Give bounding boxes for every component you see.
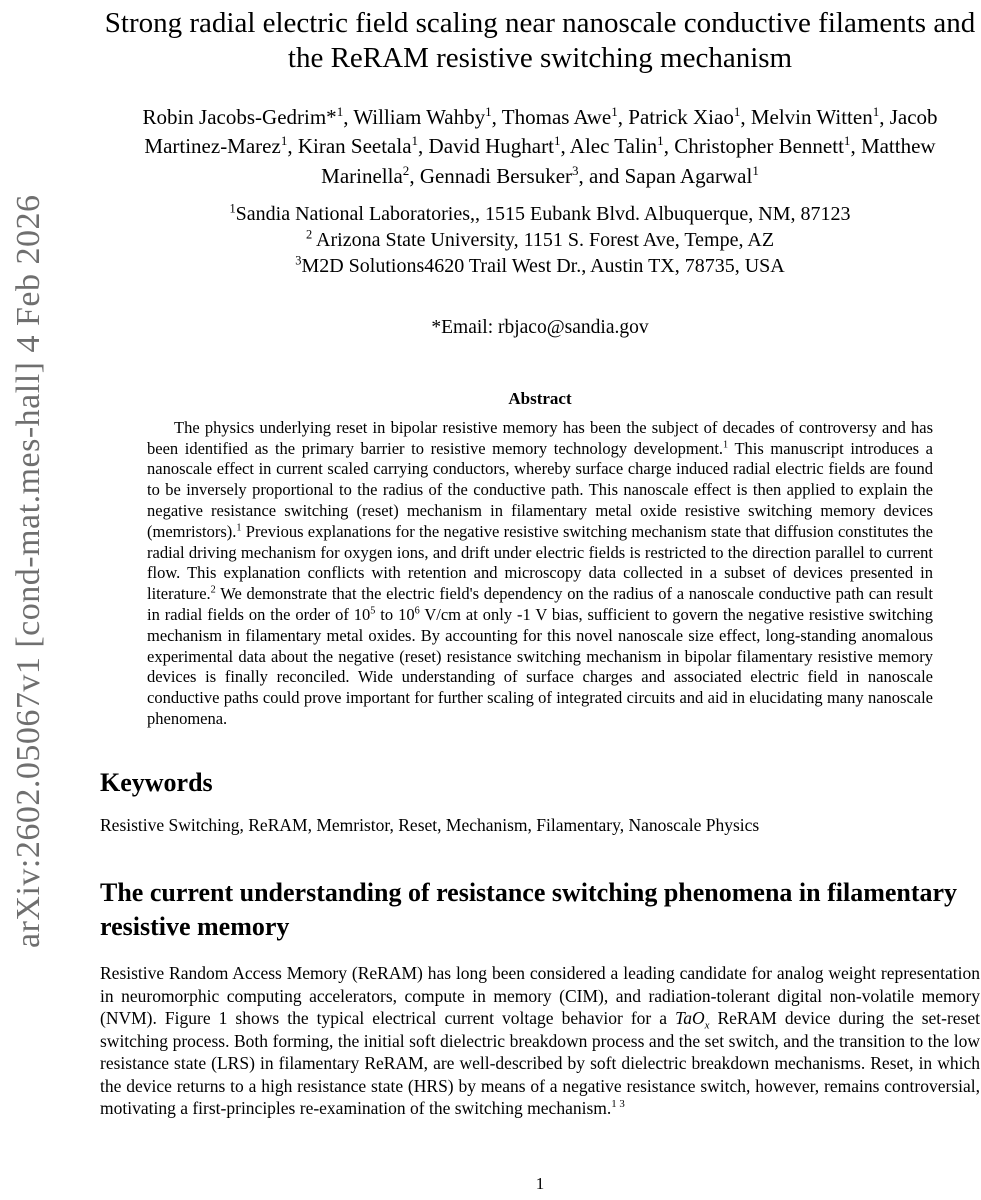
author-affiliation-ref: 1 [733, 103, 741, 119]
author: Jacob Martinez-Marez$^1$, [144, 104, 938, 159]
author: Thomas Awe$^1$, [501, 103, 629, 129]
author-affiliation-ref: 1 [485, 103, 492, 119]
author: Patrick Xiao$^1$, [628, 103, 751, 129]
affiliation: $^3$M2D Solutions4620 Trail West Dr., Austin TX, 78735, USA [295, 253, 785, 277]
abstract-section [147, 389, 933, 730]
citation-ref: 1 3 [611, 1098, 625, 1111]
affiliation-number: 3 [295, 253, 302, 268]
author: Matthew Marinella$^2$, [321, 134, 936, 188]
body-seg: ReRAM device during the set-reset switching process. Both forming, the initial soft dielectric breakdown process and the set switch, and the transition to the low resistance state (LRS) in filamentary ReRAM, are well-described by soft dielectric breakdown mechanisms. Reset, in which the device returns to a high resistance state (HRS) by means of a negative resistance switch, however, remains controversial, motivating a first-principles re-examination of the switching mechanism. [100, 1008, 980, 1119]
abstract-seg: to 10 [375, 604, 415, 624]
author: Sapan Agarwal$^1$ [624, 162, 759, 188]
author: Kiran Seetala$^1$, [297, 133, 429, 159]
author-affiliation-ref: 1 [280, 133, 288, 149]
abstract-seg: The physics underlying reset in bipolar resistive memory has been the subject of decades of controversy and has been identified as the primary barrier to resistive memory technology development. [147, 417, 933, 458]
page-number: 1 [535, 1174, 545, 1193]
author-affiliation-ref: 2 [402, 162, 410, 178]
author-affiliation-ref: 1 [657, 133, 664, 149]
section1-heading: The current understanding of resistance switching phenomena in filamentary resistive memory [100, 878, 958, 942]
chem-symbol: TaO [675, 1008, 705, 1029]
author-affiliation-ref: 1 [336, 103, 344, 119]
author: Melvin Witten$^1$, [750, 103, 890, 129]
keywords-text: Resistive Switching, ReRAM, Memristor, Reset, Mechanism, Filamentary, Nanoscale Physics [100, 815, 760, 836]
abstract-seg: V/cm at only -1 V bias, sufficient to govern the negative resistive switching mechanism in filamentary metal oxides. By accounting for this novel nanoscale size effect, long-standing anomalous experimental data about the negative (reset) resistance switching mechanism in bipolar filamentary resistive memory devices is finally reconciled. Wide understanding of surface charges and associated electric field in nanoscale conductive paths could prove important for further scaling of integrated circuits and aid in elucidating many nanoscale phenomena. [147, 604, 933, 728]
body-seg: Resistive Random Access Memory (ReRAM) has long been considered a leading candidate for analog weight representation in neuromorphic computing accelerators, compute in memory (CIM), and radiation-tolerant digital non-volatile memory (NVM). Figure 1 shows the typical electrical current voltage behavior for a [100, 963, 980, 1029]
chemical-formula [675, 1008, 710, 1032]
chem-subscript: x [704, 1019, 710, 1032]
author: Robin Jacobs-Gedrim*$^1$, [142, 103, 354, 129]
citation-ref: 2 [210, 584, 216, 596]
author-affiliation-ref: 1 [872, 103, 880, 119]
arxiv-watermark: arXiv:2602.05067v1 [cond-mat.mes-hall] 4 Feb 2026 [10, 194, 47, 948]
affiliation: $^1$Sandia National Laboratories,, 1515 Eubank Blvd. Albuquerque, NM, 87123 [229, 201, 851, 225]
abstract-seg: Previous explanations for the negative resistive switching mechanism state that diffusion constitutes the radial driving mechanism for oxygen ions, and drift under electric fields is restricted to the direction parallel to current flow. This explanation conflicts with retention and microscopy data collected in a subset of devices presented in literature. [147, 521, 933, 604]
author: David Hughart$^1$, [428, 133, 570, 159]
affiliation-number: 1 [229, 201, 236, 216]
author: Alec Talin$^1$, [569, 133, 675, 159]
author-list [100, 103, 980, 191]
affiliation: $^2$ Arizona State University, 1151 S. Forest Ave, Tempe, AZ [305, 227, 775, 251]
exponent: 6 [414, 605, 420, 617]
author: Gennadi Bersuker$^3$, and [419, 162, 625, 188]
author-affiliation-ref: 1 [611, 103, 618, 119]
citation-ref: 1 [723, 439, 729, 451]
email-line: *Email: rbjaco@sandia.gov [431, 316, 649, 338]
abstract-seg: We demonstrate that the electric field's dependency on the radius of a nanoscale conductive path can result in radial fields on the order of 10 [147, 584, 933, 624]
author-affiliation-ref: 3 [572, 162, 579, 178]
section1-paragraph [100, 962, 980, 1120]
exponent: 5 [370, 605, 376, 617]
paper-content [100, 6, 980, 1120]
affiliation-list [100, 201, 980, 279]
affiliation-number: 2 [305, 227, 313, 242]
author-affiliation-ref: 1 [752, 162, 759, 178]
abstract-heading: Abstract [508, 388, 572, 408]
abstract-seg: This manuscript introduces a nanoscale effect in current scaled carrying conductors, whereby surface charge induced radial electric fields are found to be inversely proportional to the radius of the conductive path. This nanoscale effect is then applied to explain the negative resistance switching (reset) mechanism in filamentary metal oxide resistive switching memory devices (memristors). [147, 438, 933, 541]
author-affiliation-ref: 1 [411, 133, 419, 149]
keywords-heading: Keywords [100, 767, 213, 797]
abstract-text [147, 418, 933, 730]
author: William Wahby$^1$, [353, 103, 502, 129]
paper-title: Strong radial electric field scaling near nanoscale conductive filaments and the ReRAM resistive switching mechanism [104, 7, 976, 75]
author-affiliation-ref: 1 [843, 133, 851, 149]
author-affiliation-ref: 1 [553, 133, 561, 149]
citation-ref: 1 [236, 522, 242, 534]
author: Christopher Bennett$^1$, [674, 133, 861, 159]
